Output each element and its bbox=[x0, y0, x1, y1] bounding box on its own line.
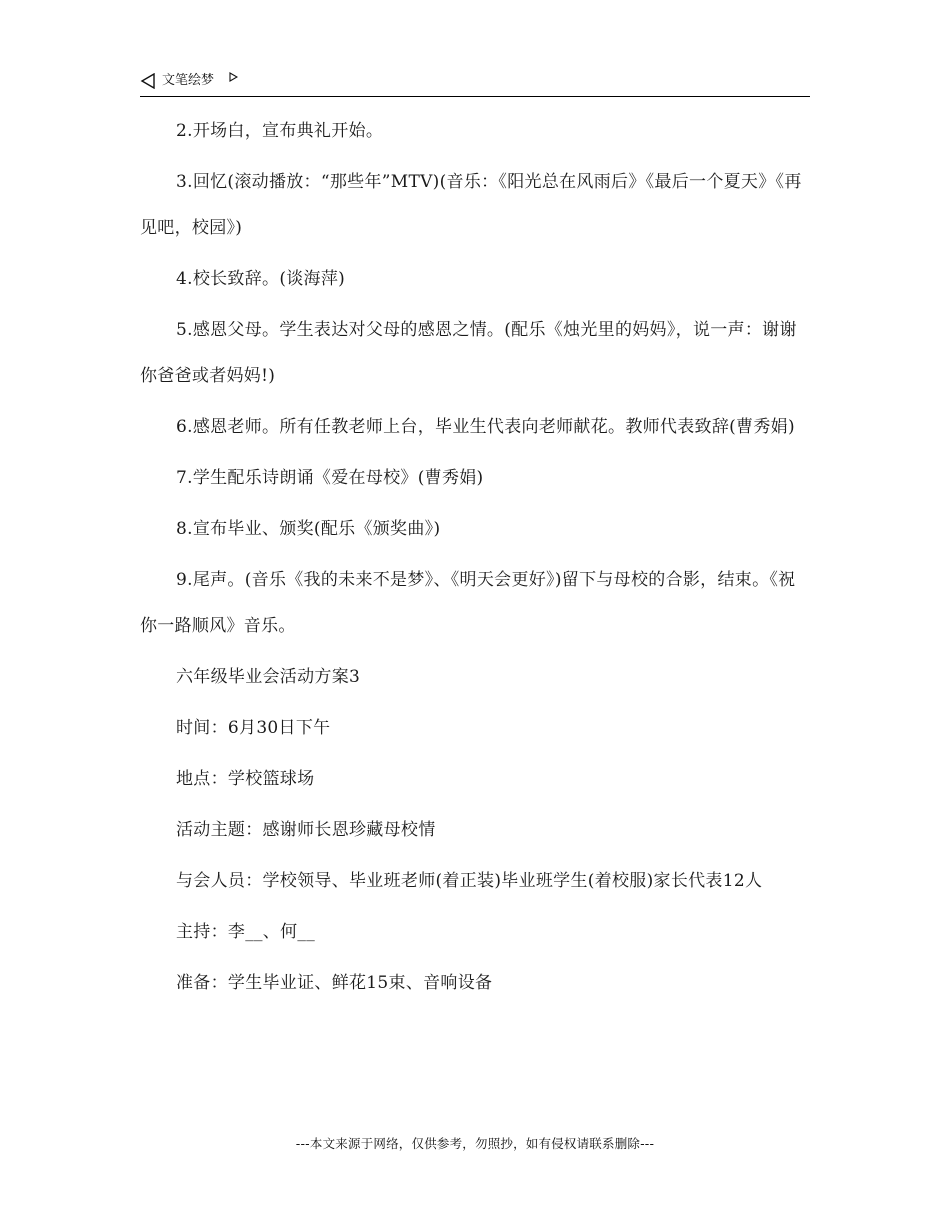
paragraph: 与会人员：学校领导、毕业班老师(着正装)毕业班学生(着校服)家长代表12人 bbox=[176, 871, 763, 891]
paragraph: 2.开场白，宣布典礼开始。 bbox=[176, 121, 384, 141]
triangle-left-icon bbox=[140, 73, 156, 89]
paragraph: 9.尾声。(音乐《我的未来不是梦》、《明天会更好》)留下与母校的合影，结束。《祝你一路顺风》音乐。 bbox=[140, 570, 796, 636]
section-title: 六年级毕业会活动方案3 bbox=[176, 667, 361, 687]
document-body bbox=[140, 108, 810, 1011]
page-header bbox=[140, 70, 810, 97]
paragraph: 6.感恩老师。所有任教老师上台，毕业生代表向老师献花。教师代表致辞(曹秀娟) bbox=[176, 417, 795, 437]
paragraph: 准备：学生毕业证、鲜花15束、音响设备 bbox=[176, 973, 493, 993]
paragraph: 4.校长致辞。(谈海萍) bbox=[176, 269, 346, 289]
paragraph: 3.回忆(滚动播放：“那些年”MTV)(音乐：《阳光总在风雨后》《最后一个夏天》《再见吧，校园》) bbox=[140, 172, 802, 238]
paragraph: 7.学生配乐诗朗诵《爱在母校》(曹秀娟) bbox=[176, 468, 484, 488]
paragraph: 地点：学校篮球场 bbox=[176, 769, 315, 789]
paragraph: 5.感恩父母。学生表达对父母的感恩之情。(配乐《烛光里的妈妈》，说一声：谢谢你爸爸或者妈妈!) bbox=[140, 320, 797, 386]
paragraph: 活动主题：感谢师长恩珍藏母校情 bbox=[176, 820, 436, 840]
brand-name: 文笔绘梦 bbox=[162, 73, 215, 88]
paragraph: 时间：6月30日下午 bbox=[176, 718, 331, 738]
page-footer: ---本文来源于网络，仅供参考，勿照抄，如有侵权请联系删除--- bbox=[295, 1136, 655, 1151]
paragraph: 主持：李__、何__ bbox=[176, 922, 315, 942]
triangle-right-icon bbox=[228, 72, 238, 82]
paragraph: 8.宣布毕业、颁奖(配乐《颁奖曲》) bbox=[176, 519, 441, 539]
